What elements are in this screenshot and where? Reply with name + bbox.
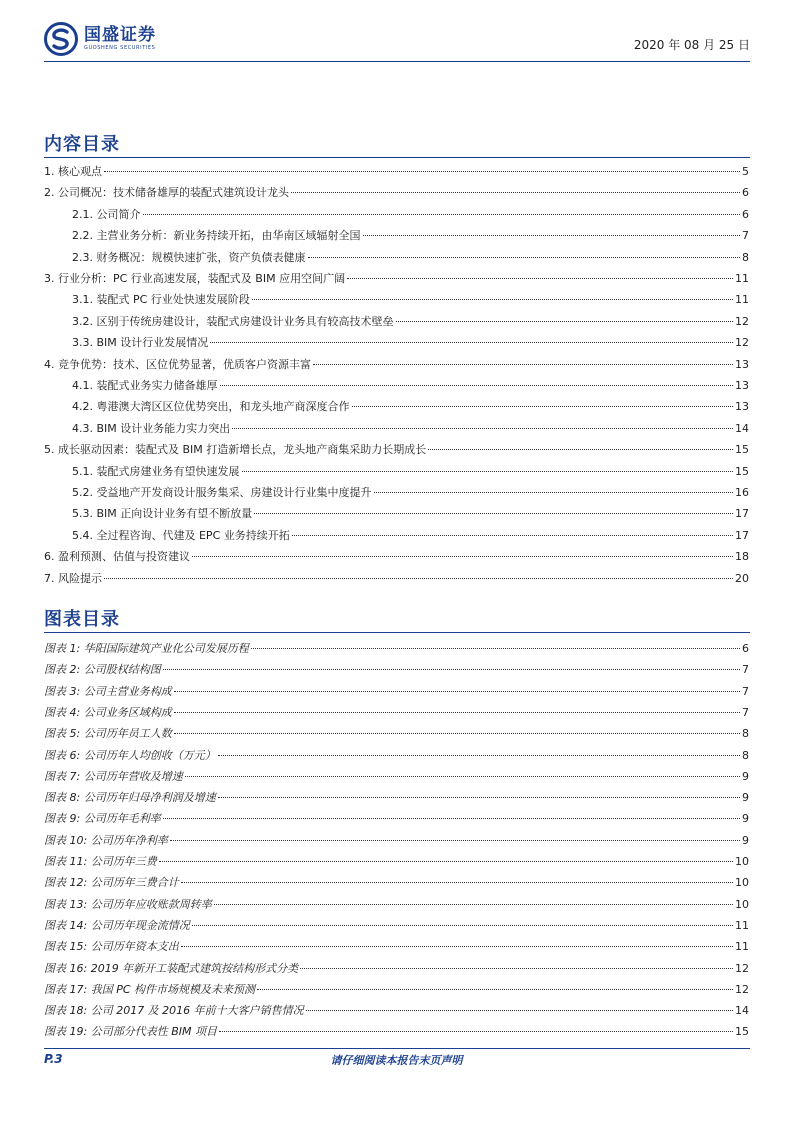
- toc-entry-page: 12: [735, 336, 749, 350]
- figure-leader-dots: [185, 776, 740, 777]
- toc-entry[interactable]: [72, 399, 749, 415]
- toc-leader-dots: [374, 492, 734, 493]
- footer-divider: [44, 1048, 750, 1049]
- figure-entry-label: 图表 1: 华阳国际建筑产业化公司发展历程: [44, 642, 249, 655]
- figure-entry[interactable]: [44, 705, 749, 721]
- figure-entry[interactable]: [44, 854, 749, 870]
- toc-entry[interactable]: [72, 292, 749, 308]
- figure-entry-page: 12: [735, 982, 749, 996]
- toc-entry-label: 4. 竞争优势：技术、区位优势显著，优质客户资源丰富: [44, 357, 311, 371]
- toc-entry-label: 2. 公司概况：技术储备雄厚的装配式建筑设计龙头: [44, 186, 289, 200]
- figure-entry-page: 14: [735, 1004, 749, 1018]
- toc-entry[interactable]: [44, 571, 749, 587]
- toc-entry-label: 1. 核心观点: [44, 165, 102, 178]
- toc-leader-dots: [242, 471, 734, 472]
- toc-leader-dots: [143, 214, 741, 215]
- toc-entry-label: 2.3. 财务概况：规模快速扩张，资产负债表健康: [72, 250, 306, 264]
- toc-leader-dots: [291, 192, 740, 193]
- logo-chinese-name: 国盛证券: [84, 25, 156, 45]
- toc-entry-page: 5: [742, 165, 749, 178]
- toc-entry-label: 5.4. 全过程咨询、代建及 EPC 业务持续开拓: [72, 528, 290, 542]
- toc-title: 内容目录: [44, 134, 120, 155]
- toc-leader-dots: [220, 385, 734, 386]
- toc-entry-page: 16: [735, 486, 749, 499]
- figure-leader-dots: [306, 1010, 733, 1011]
- toc-entry[interactable]: [72, 485, 749, 501]
- toc-leader-dots: [347, 278, 733, 279]
- toc-entry-page: 15: [735, 464, 749, 478]
- figure-entry-page: 8: [742, 727, 749, 741]
- toc-entry-page: 12: [735, 314, 749, 328]
- toc-entry-page: 13: [735, 357, 749, 371]
- figure-entry-page: 9: [742, 833, 749, 847]
- toc-entry-label: 3. 行业分析：PC 行业高速发展，装配式及 BIM 应用空间广阔: [44, 272, 346, 285]
- toc-entry-label: 5. 成长驱动因素：装配式及 BIM 打造新增长点，龙头地产商集采助力长期成长: [44, 443, 427, 457]
- figure-entry-page: 8: [742, 748, 749, 762]
- figure-entry-label: 图表 15: 公司历年资本支出: [44, 940, 179, 954]
- figure-entry[interactable]: [44, 726, 749, 742]
- toc-entry-label: 2.2. 主营业务分析：新业务持续开拓，由华南区域辐射全国: [72, 229, 361, 243]
- figure-entry-label: 图表 14: 公司历年现金流情况: [44, 918, 190, 932]
- toc-entry-page: 17: [735, 528, 749, 542]
- figure-entry-label: 图表 13: 公司历年应收账款周转率: [44, 897, 212, 911]
- toc-entry[interactable]: [44, 164, 749, 180]
- figure-leader-dots: [219, 1031, 733, 1032]
- figure-entry[interactable]: [44, 875, 749, 891]
- figure-entry[interactable]: [44, 918, 749, 934]
- figure-entry-page: 10: [735, 855, 749, 868]
- figure-entry-page: 7: [742, 684, 749, 698]
- figure-entry[interactable]: [44, 961, 749, 977]
- toc-entry[interactable]: [72, 335, 749, 351]
- figure-entry[interactable]: [44, 769, 749, 785]
- page-header: [44, 22, 750, 62]
- figure-entry-label: 图表 16: 2019 年新开工装配式建筑按结构形式分类: [44, 961, 299, 975]
- figure-entry-label: 图表 10: 公司历年净利率: [44, 833, 168, 847]
- figure-entry[interactable]: [44, 897, 749, 913]
- toc-entry-label: 5.1. 装配式房建业务有望快速发展: [72, 464, 240, 478]
- figure-entry[interactable]: [44, 790, 749, 806]
- toc-entry-page: 20: [735, 571, 749, 585]
- figure-entry[interactable]: [44, 982, 749, 998]
- toc-entry-label: 3.2. 区别于传统房建设计，装配式房建设计业务具有较高技术壁垒: [72, 314, 394, 328]
- figure-entry-label: 图表 17: 我国 PC 构件市场规模及未来预测: [44, 982, 256, 996]
- toc-entry-label: 3.1. 装配式 PC 行业处快速发展阶段: [72, 293, 250, 307]
- figure-entry[interactable]: [44, 641, 749, 657]
- report-date: 2020 年 08 月 25 日: [633, 38, 750, 52]
- figures-title: 图表目录: [44, 609, 120, 630]
- figure-leader-dots: [181, 882, 733, 883]
- toc-entry-page: 7: [742, 229, 749, 243]
- toc-entry-page: 6: [742, 186, 749, 200]
- toc-leader-dots: [254, 513, 733, 514]
- header-divider: [44, 61, 750, 62]
- company-logo: [44, 22, 156, 56]
- figure-entry-page: 10: [735, 897, 749, 911]
- figure-entry-label: 图表 9: 公司历年毛利率: [44, 812, 161, 826]
- toc-leader-dots: [363, 235, 741, 236]
- toc-entry-page: 14: [735, 421, 749, 435]
- toc-entry[interactable]: [44, 549, 749, 565]
- figure-entry-label: 图表 11: 公司历年三费: [44, 855, 157, 868]
- toc-entry[interactable]: [44, 271, 749, 287]
- figure-entry[interactable]: [44, 1003, 749, 1019]
- toc-leader-dots: [308, 257, 741, 258]
- figure-entry-page: 7: [742, 705, 749, 719]
- toc-entry[interactable]: [72, 378, 749, 394]
- toc-entry-page: 11: [735, 293, 749, 307]
- toc-leader-dots: [396, 321, 734, 322]
- toc-entry[interactable]: [72, 421, 749, 437]
- figure-leader-dots: [218, 755, 740, 756]
- toc-entry-label: 4.1. 装配式业务实力储备雄厚: [72, 379, 218, 392]
- figure-entry-page: 6: [742, 642, 749, 655]
- toc-leader-dots: [252, 299, 733, 300]
- toc-entry-label: 3.3. BIM 设计行业发展情况: [72, 336, 209, 350]
- figure-entry-page: 11: [735, 940, 749, 954]
- figure-entry-page: 9: [742, 769, 749, 783]
- figure-entry[interactable]: [44, 939, 749, 955]
- figure-entry-label: 图表 5: 公司历年员工人数: [44, 727, 172, 741]
- toc-leader-dots: [352, 406, 734, 407]
- toc-entry[interactable]: [72, 464, 749, 480]
- figure-entry-label: 图表 2: 公司股权结构图: [44, 663, 161, 677]
- toc-entry[interactable]: [44, 357, 749, 373]
- figure-leader-dots: [174, 691, 740, 692]
- figure-entry-page: 7: [742, 663, 749, 677]
- logo-english-name: GUOSHENG SECURITIES: [84, 45, 156, 51]
- toc-leader-dots: [428, 449, 733, 450]
- figure-entry[interactable]: [44, 684, 749, 700]
- figure-leader-dots: [214, 904, 733, 905]
- figure-entry[interactable]: [44, 811, 749, 827]
- toc-entry-label: 7. 风险提示: [44, 571, 102, 585]
- figure-leader-dots: [181, 946, 733, 947]
- toc-entry-page: 15: [735, 443, 749, 457]
- figure-leader-dots: [218, 797, 740, 798]
- toc-entry-page: 18: [735, 550, 749, 564]
- toc-entry[interactable]: [72, 314, 749, 330]
- figure-leader-dots: [174, 733, 740, 734]
- toc-entry[interactable]: [72, 228, 749, 244]
- toc-entry-label: 4.3. BIM 设计业务能力实力突出: [72, 421, 231, 435]
- figure-leader-dots: [159, 861, 733, 862]
- figure-entry-page: 9: [742, 812, 749, 826]
- figure-entry[interactable]: [44, 748, 749, 764]
- toc-leader-dots: [292, 535, 733, 536]
- toc-entry-label: 6. 盈利预测、估值与投资建议: [44, 550, 190, 564]
- toc-title-divider: [44, 157, 750, 158]
- toc-entry-label: 5.3. BIM 正向设计业务有望不断放量: [72, 507, 253, 521]
- toc-entry[interactable]: [72, 250, 749, 266]
- figure-entry-label: 图表 6: 公司历年人均创收（万元）: [44, 748, 216, 762]
- toc-entry-page: 13: [735, 379, 749, 392]
- figure-leader-dots: [170, 840, 740, 841]
- footer-page-number: P.3: [44, 1052, 63, 1066]
- toc-leader-dots: [104, 578, 733, 579]
- figure-entry-label: 图表 19: 公司部分代表性 BIM 项目: [44, 1025, 217, 1039]
- toc-entry-page: 6: [742, 207, 749, 221]
- figure-entry-page: 10: [735, 876, 749, 890]
- toc-leader-dots: [210, 342, 733, 343]
- figure-entry-label: 图表 7: 公司历年营收及增速: [44, 769, 183, 783]
- toc-entry[interactable]: [44, 442, 749, 458]
- figure-leader-dots: [257, 989, 733, 990]
- toc-leader-dots: [232, 428, 733, 429]
- figure-leader-dots: [300, 968, 733, 969]
- toc-entry-page: 11: [735, 272, 749, 285]
- figure-entry[interactable]: [44, 1024, 749, 1040]
- figure-leader-dots: [251, 648, 740, 649]
- figure-entry-page: 9: [742, 791, 749, 805]
- toc-entry[interactable]: [44, 185, 749, 201]
- toc-entry-page: 17: [735, 507, 749, 521]
- figure-entry[interactable]: [44, 662, 749, 678]
- toc-entry-page: 13: [735, 400, 749, 414]
- figure-entry-page: 11: [735, 918, 749, 932]
- toc-leader-dots: [192, 556, 733, 557]
- figure-leader-dots: [192, 925, 733, 926]
- figure-leader-dots: [174, 712, 740, 713]
- toc-entry-label: 2.1. 公司简介: [72, 207, 141, 221]
- toc-leader-dots: [104, 171, 740, 172]
- figure-entry[interactable]: [44, 833, 749, 849]
- figures-title-divider: [44, 632, 750, 633]
- figure-entry-label: 图表 12: 公司历年三费合计: [44, 876, 179, 890]
- figure-leader-dots: [163, 818, 740, 819]
- footer-disclaimer-note: 请仔细阅读本报告末页声明: [330, 1054, 463, 1067]
- guosheng-logo-icon: [44, 22, 78, 56]
- figure-entry-page: 15: [735, 1025, 749, 1039]
- toc-leader-dots: [313, 364, 733, 365]
- figure-leader-dots: [163, 669, 740, 670]
- toc-entry[interactable]: [72, 528, 749, 544]
- toc-entry-label: 4.2. 粤港澳大湾区区位优势突出，和龙头地产商深度合作: [72, 400, 350, 414]
- figure-entry-label: 图表 8: 公司历年归母净利润及增速: [44, 791, 216, 805]
- figure-entry-page: 12: [735, 961, 749, 975]
- toc-entry-page: 8: [742, 250, 749, 264]
- toc-entry-label: 5.2. 受益地产开发商设计服务集采、房建设计行业集中度提升: [72, 486, 372, 499]
- toc-entry[interactable]: [72, 506, 749, 522]
- figure-entry-label: 图表 18: 公司 2017 及 2016 年前十大客户销售情况: [44, 1004, 304, 1018]
- toc-entry[interactable]: [72, 207, 749, 223]
- figure-entry-label: 图表 4: 公司业务区域构成: [44, 705, 172, 719]
- figure-entry-label: 图表 3: 公司主营业务构成: [44, 684, 172, 698]
